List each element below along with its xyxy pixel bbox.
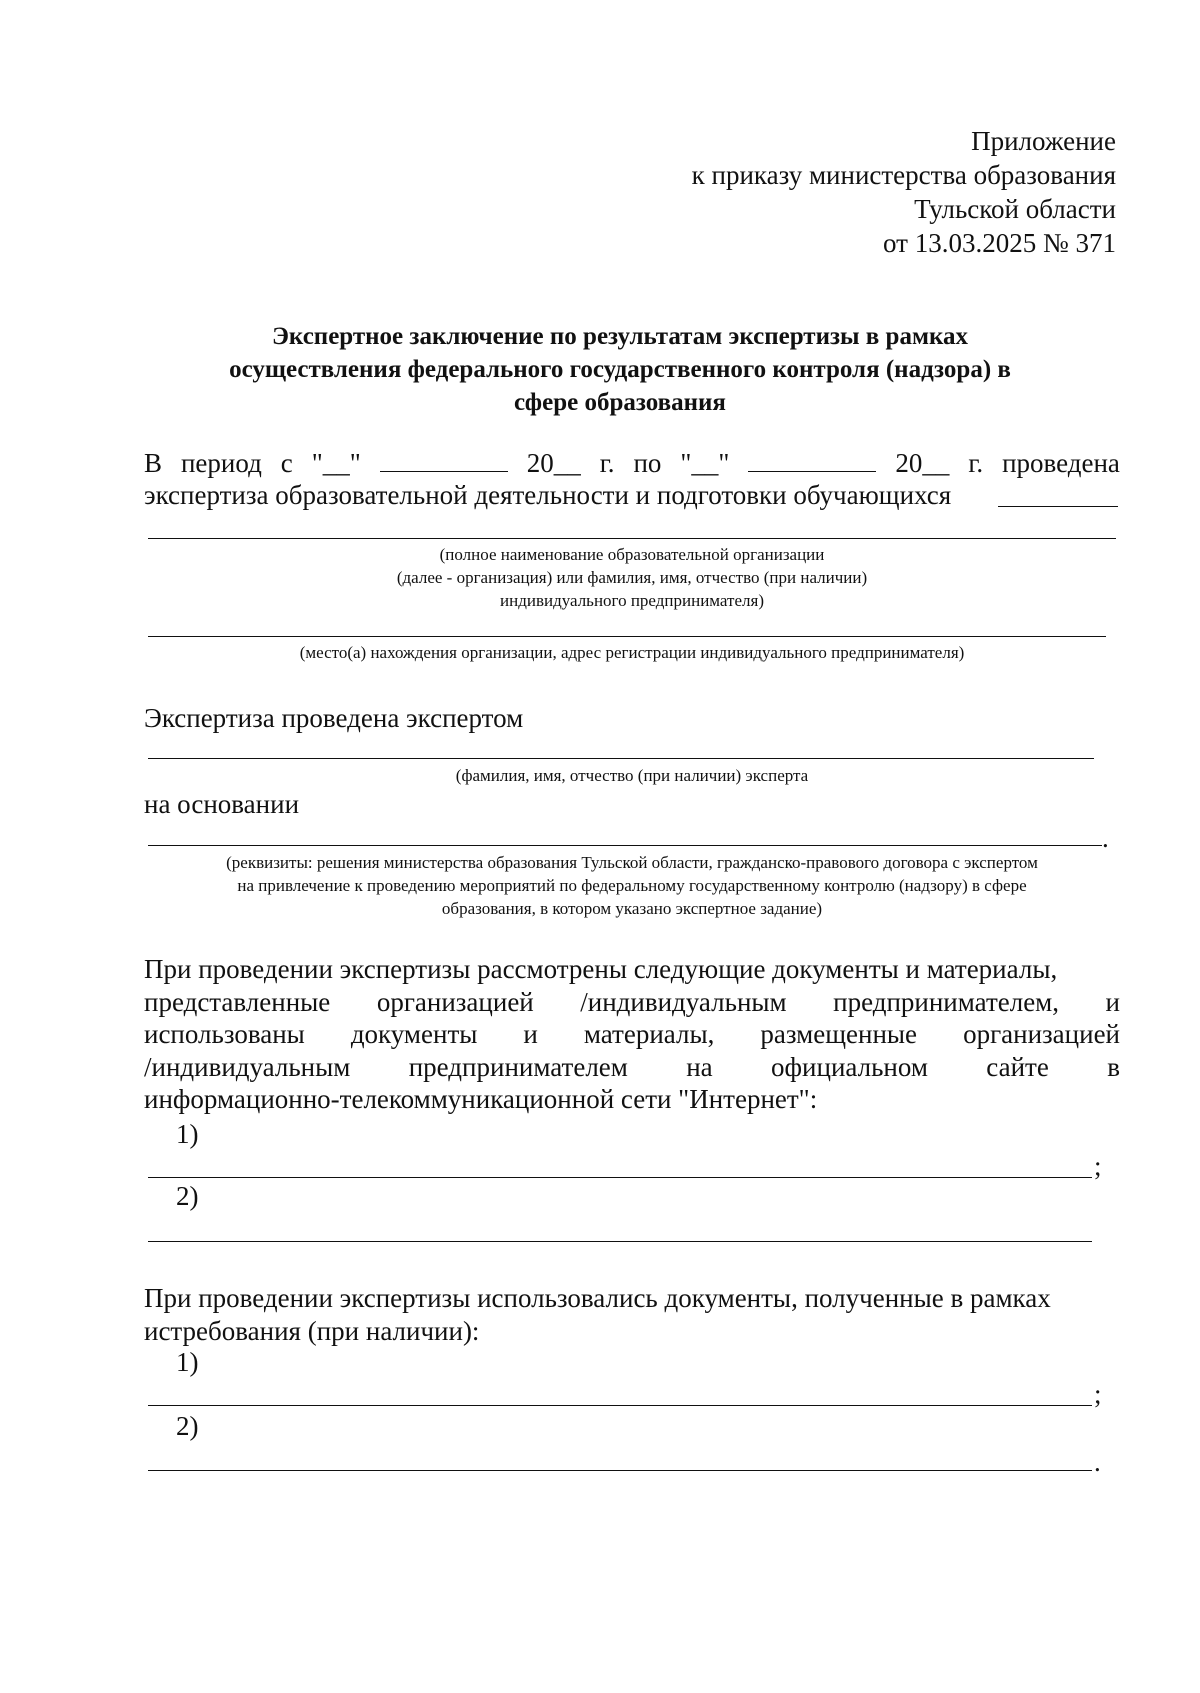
period-end-month-blank: [748, 447, 876, 472]
paragraph-word: предпринимателем,: [833, 986, 1060, 1017]
caption-line: (место(а) нахождения организации, адрес регистрации индивидуального предпринимателя): [299, 643, 965, 662]
requested-item-1-line: [148, 1405, 1092, 1406]
period-start-year: 20__: [526, 448, 581, 478]
title-line-2: осуществления федерального государственного контроля (надзора) в: [229, 356, 1011, 383]
caption-line: (полное наименование образовательной организации: [439, 545, 825, 564]
paragraph-word: документы: [350, 1019, 478, 1049]
caption-line: индивидуального предпринимателя): [500, 591, 764, 610]
materials-item-1-number: 1): [176, 1119, 199, 1149]
paragraph-word: официальном: [771, 1051, 928, 1082]
caption-line: образования, в котором указано экспертное задание): [441, 899, 823, 918]
paragraph-word: /индивидуальным: [144, 1051, 351, 1082]
paragraph-word: сайте: [986, 1051, 1049, 1082]
paragraph-word: представленные: [144, 986, 331, 1017]
period-word: по: [633, 448, 662, 478]
paragraph-word: размещенные: [760, 1019, 918, 1049]
materials-item-2-line: [148, 1241, 1092, 1242]
expert-label: Экспертиза проведена экспертом: [144, 703, 524, 733]
paragraph-word: /индивидуальным: [580, 986, 787, 1017]
document-title: [140, 320, 1100, 419]
address-line: [148, 636, 1106, 637]
organization-name-line: [148, 538, 1116, 539]
paragraph-text: При проведении экспертизы использовались документы, полученные в рамках: [144, 1283, 1051, 1313]
expertise-subject-text: экспертиза образовательной деятельности и подготовки обучающихся: [144, 480, 952, 510]
period-word: период: [180, 448, 262, 478]
appendix-header: [556, 124, 1116, 260]
materials-line-4: [144, 1051, 1120, 1084]
title-line-1: Экспертное заключение по результатам экспертизы в рамках: [271, 323, 969, 350]
materials-line-2: [144, 986, 1120, 1019]
materials-item-1-end: ;: [1094, 1151, 1102, 1181]
requested-item-1-end: ;: [1094, 1379, 1102, 1409]
requested-line-1: [144, 1282, 1120, 1315]
materials-item-1-line: [148, 1177, 1092, 1178]
basis-line-end: .: [1102, 823, 1109, 853]
caption-line: (реквизиты: решения министерства образования Тульской области, гражданско-правового договора с экспертом: [226, 853, 1038, 872]
materials-item-2-number: 2): [176, 1181, 199, 1211]
requested-item-2-end: .: [1094, 1447, 1101, 1477]
appendix-region: Тульской области: [914, 194, 1116, 224]
paragraph-word: на: [686, 1051, 713, 1082]
address-caption: [144, 641, 1120, 664]
expert-name-line: [148, 758, 1094, 759]
paragraph-text: При проведении экспертизы рассмотрены следующие документы и материалы,: [144, 954, 1058, 984]
paragraph-word: и: [1105, 986, 1120, 1017]
period-word: с: [280, 448, 293, 478]
basis-caption: [144, 851, 1120, 920]
period-start-month-blank: [380, 447, 508, 472]
caption-line: на привлечение к проведению мероприятий по федеральному государственному контролю (надзору) в сфере: [237, 876, 1027, 895]
period-line-2: [144, 479, 951, 511]
paragraph-word: в: [1107, 1051, 1120, 1082]
materials-line-1: [144, 953, 1120, 986]
basis-label: на основании: [144, 789, 300, 819]
materials-line-5: информационно-телекоммуникационной сети "Интернет":: [144, 1084, 818, 1114]
requested-line-2: истребования (при наличии):: [144, 1315, 480, 1346]
materials-line-3: [144, 1018, 1120, 1051]
caption-line: (далее - организация) или фамилия, имя, отчество (при наличии): [396, 568, 868, 587]
caption-line: (фамилия, имя, отчество (при наличии) эксперта: [455, 766, 809, 785]
period-end-day: "__": [680, 448, 730, 478]
organization-blank-short: [998, 506, 1118, 507]
appendix-label: Приложение: [971, 126, 1116, 156]
paragraph-word: предпринимателем: [408, 1051, 628, 1082]
appendix-order-date: от 13.03.2025 № 371: [883, 228, 1116, 258]
title-line-3: сфере образования: [514, 389, 726, 416]
period-line: [144, 447, 1120, 479]
paragraph-word: материалы,: [583, 1019, 715, 1049]
expert-name-caption: [144, 764, 1120, 787]
paragraph-word: использованы: [144, 1019, 305, 1049]
materials-paragraph: [144, 953, 1120, 1116]
requested-item-2-line: [148, 1470, 1092, 1471]
period-word: проведена: [1002, 448, 1120, 478]
requested-paragraph: [144, 1282, 1120, 1347]
period-end-year: 20__: [895, 448, 950, 478]
requested-item-1-number: 1): [176, 1347, 199, 1377]
organization-caption: [144, 543, 1120, 612]
appendix-order-ref: к приказу министерства образования: [691, 160, 1116, 190]
paragraph-word: организацией: [376, 986, 534, 1017]
period-start-day: "__": [311, 448, 361, 478]
paragraph-word: и: [523, 1019, 538, 1049]
paragraph-word: организацией: [963, 1019, 1120, 1049]
period-word: г.: [599, 448, 615, 478]
requested-item-2-number: 2): [176, 1411, 199, 1441]
basis-line: [148, 845, 1102, 846]
period-word: В: [144, 448, 163, 478]
period-word: г.: [968, 448, 984, 478]
